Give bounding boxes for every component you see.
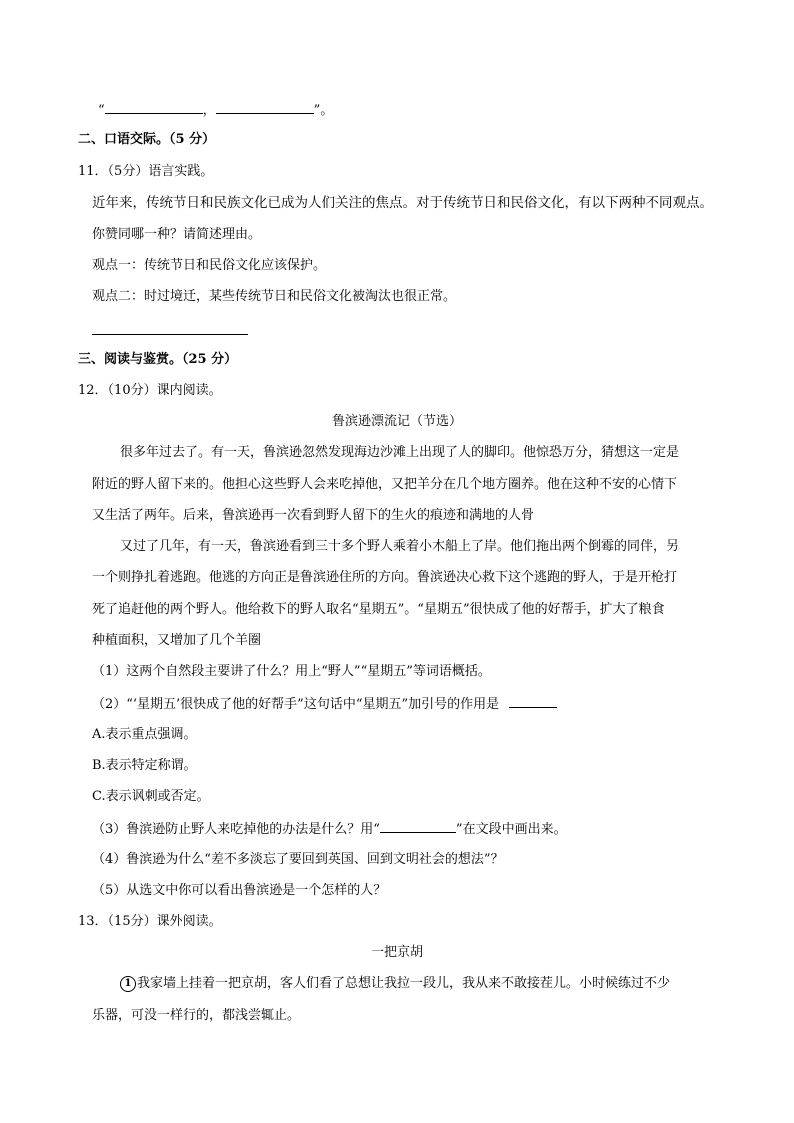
section-heading-oral: 二、口语交际。（5 分） (78, 132, 216, 147)
q12-sub2-line (92, 693, 557, 715)
q12-p2-line4: 种植面积，又增加了几个羊圈 (92, 633, 262, 648)
q11-view1: 观点一：传统节日和民俗文化应该保护。 (92, 258, 327, 273)
answer-blank-2[interactable] (216, 99, 314, 114)
q12-p1-line3: 又生活了两年。后来，鲁滨逊再一次看到野人留下的生火的痕迹和满地的人骨 (92, 508, 535, 523)
answer-blank-1[interactable] (105, 99, 203, 114)
q12-sub3-post: ”在文段中画出来。 (455, 822, 567, 837)
q11-title: 11．（5分）语言实践。 (78, 164, 214, 179)
q12-passage-title: 鲁滨逊漂流记（节选） (331, 414, 462, 429)
circled-number-one: 1 (120, 976, 136, 992)
q12-sub4: （4）鲁滨逊为什么“差不多淡忘了要回到英国、回到文明社会的想法”？ (92, 852, 504, 867)
section-heading-reading: 三、阅读与鉴赏。（25 分） (78, 352, 238, 367)
q12-title: 12．（10分）课内阅读。 (78, 383, 222, 398)
q12-sub2-blank[interactable] (509, 693, 557, 708)
q12-sub2: （2）“‘星期五’很快成了他的好帮手”这句话中“星期五”加引号的作用是 (92, 697, 500, 712)
close-quote: ”。 (313, 103, 334, 118)
open-quote: “ (98, 103, 105, 118)
q12-p2-line1: 又过了几年，有一天，鲁滨逊看到三十多个野人乘着小木船上了岸。他们拖出两个倒霉的同伴，另 (120, 539, 680, 554)
top-fill-line (98, 99, 333, 121)
q13-p1-line2: 乐器，可没一样行的，都浅尝辄止。 (92, 1008, 301, 1023)
q13-p1-line1 (120, 974, 670, 994)
q13-passage-title: 一把京胡 (370, 945, 423, 960)
q12-p1-line1: 很多年过去了。有一天，鲁滨逊忽然发现海边沙滩上出现了人的脚印。他惊恐万分，猜想这一定是 (120, 445, 680, 460)
comma: ， (202, 103, 216, 118)
q12-sub3-line (92, 818, 567, 840)
q12-sub1: （1）这两个自然段主要讲了什么？用上“野人”“星期五”等词语概括。 (92, 664, 491, 679)
q13-p1-text1: 我家墙上挂着一把京胡，客人们看了总想让我拉一段儿，我从来不敢接茬儿。小时候练过不少 (137, 976, 671, 991)
q11-answer-line[interactable] (92, 334, 248, 335)
q11-view2: 观点二：时过境迁，某些传统节日和民俗文化被淘汰也很正常。 (92, 289, 457, 304)
q11-intro-line1: 近年来，传统节日和民族文化已成为人们关注的焦点。对于传统节日和民俗文化，有以下两种不同观点。 (92, 195, 713, 211)
q12-p2-line2: 一个则挣扎着逃跑。他逃的方向正是鲁滨逊住所的方向。鲁滨逊决心救下这个逃跑的野人，于是开枪打 (92, 570, 678, 585)
q12-sub3-underline-sample (380, 818, 456, 833)
q12-p1-line2: 附近的野人留下来的。他担心这些野人会来吃掉他，又把羊分在几个地方圈养。他在这种不安的心情下 (92, 477, 678, 492)
q11-intro-line2: 你赞同哪一种？请简述理由。 (92, 227, 262, 242)
q12-option-a: A.表示重点强调。 (92, 727, 197, 742)
q12-sub5: （5）从选文中你可以看出鲁滨逊是一个怎样的人？ (92, 883, 387, 898)
q12-sub3-pre: （3）鲁滨逊防止野人来吃掉他的办法是什么？用“ (92, 822, 380, 837)
q12-option-b: B.表示特定称谓。 (92, 758, 197, 773)
q13-title: 13．（15分）课外阅读。 (78, 914, 222, 929)
q12-option-c: C.表示讽刺或否定。 (92, 789, 210, 804)
q12-p2-line3: 死了追赶他的两个野人。他给救下的野人取名“星期五”。“星期五”很快成了他的好帮手，扩大了粮食 (92, 602, 665, 617)
